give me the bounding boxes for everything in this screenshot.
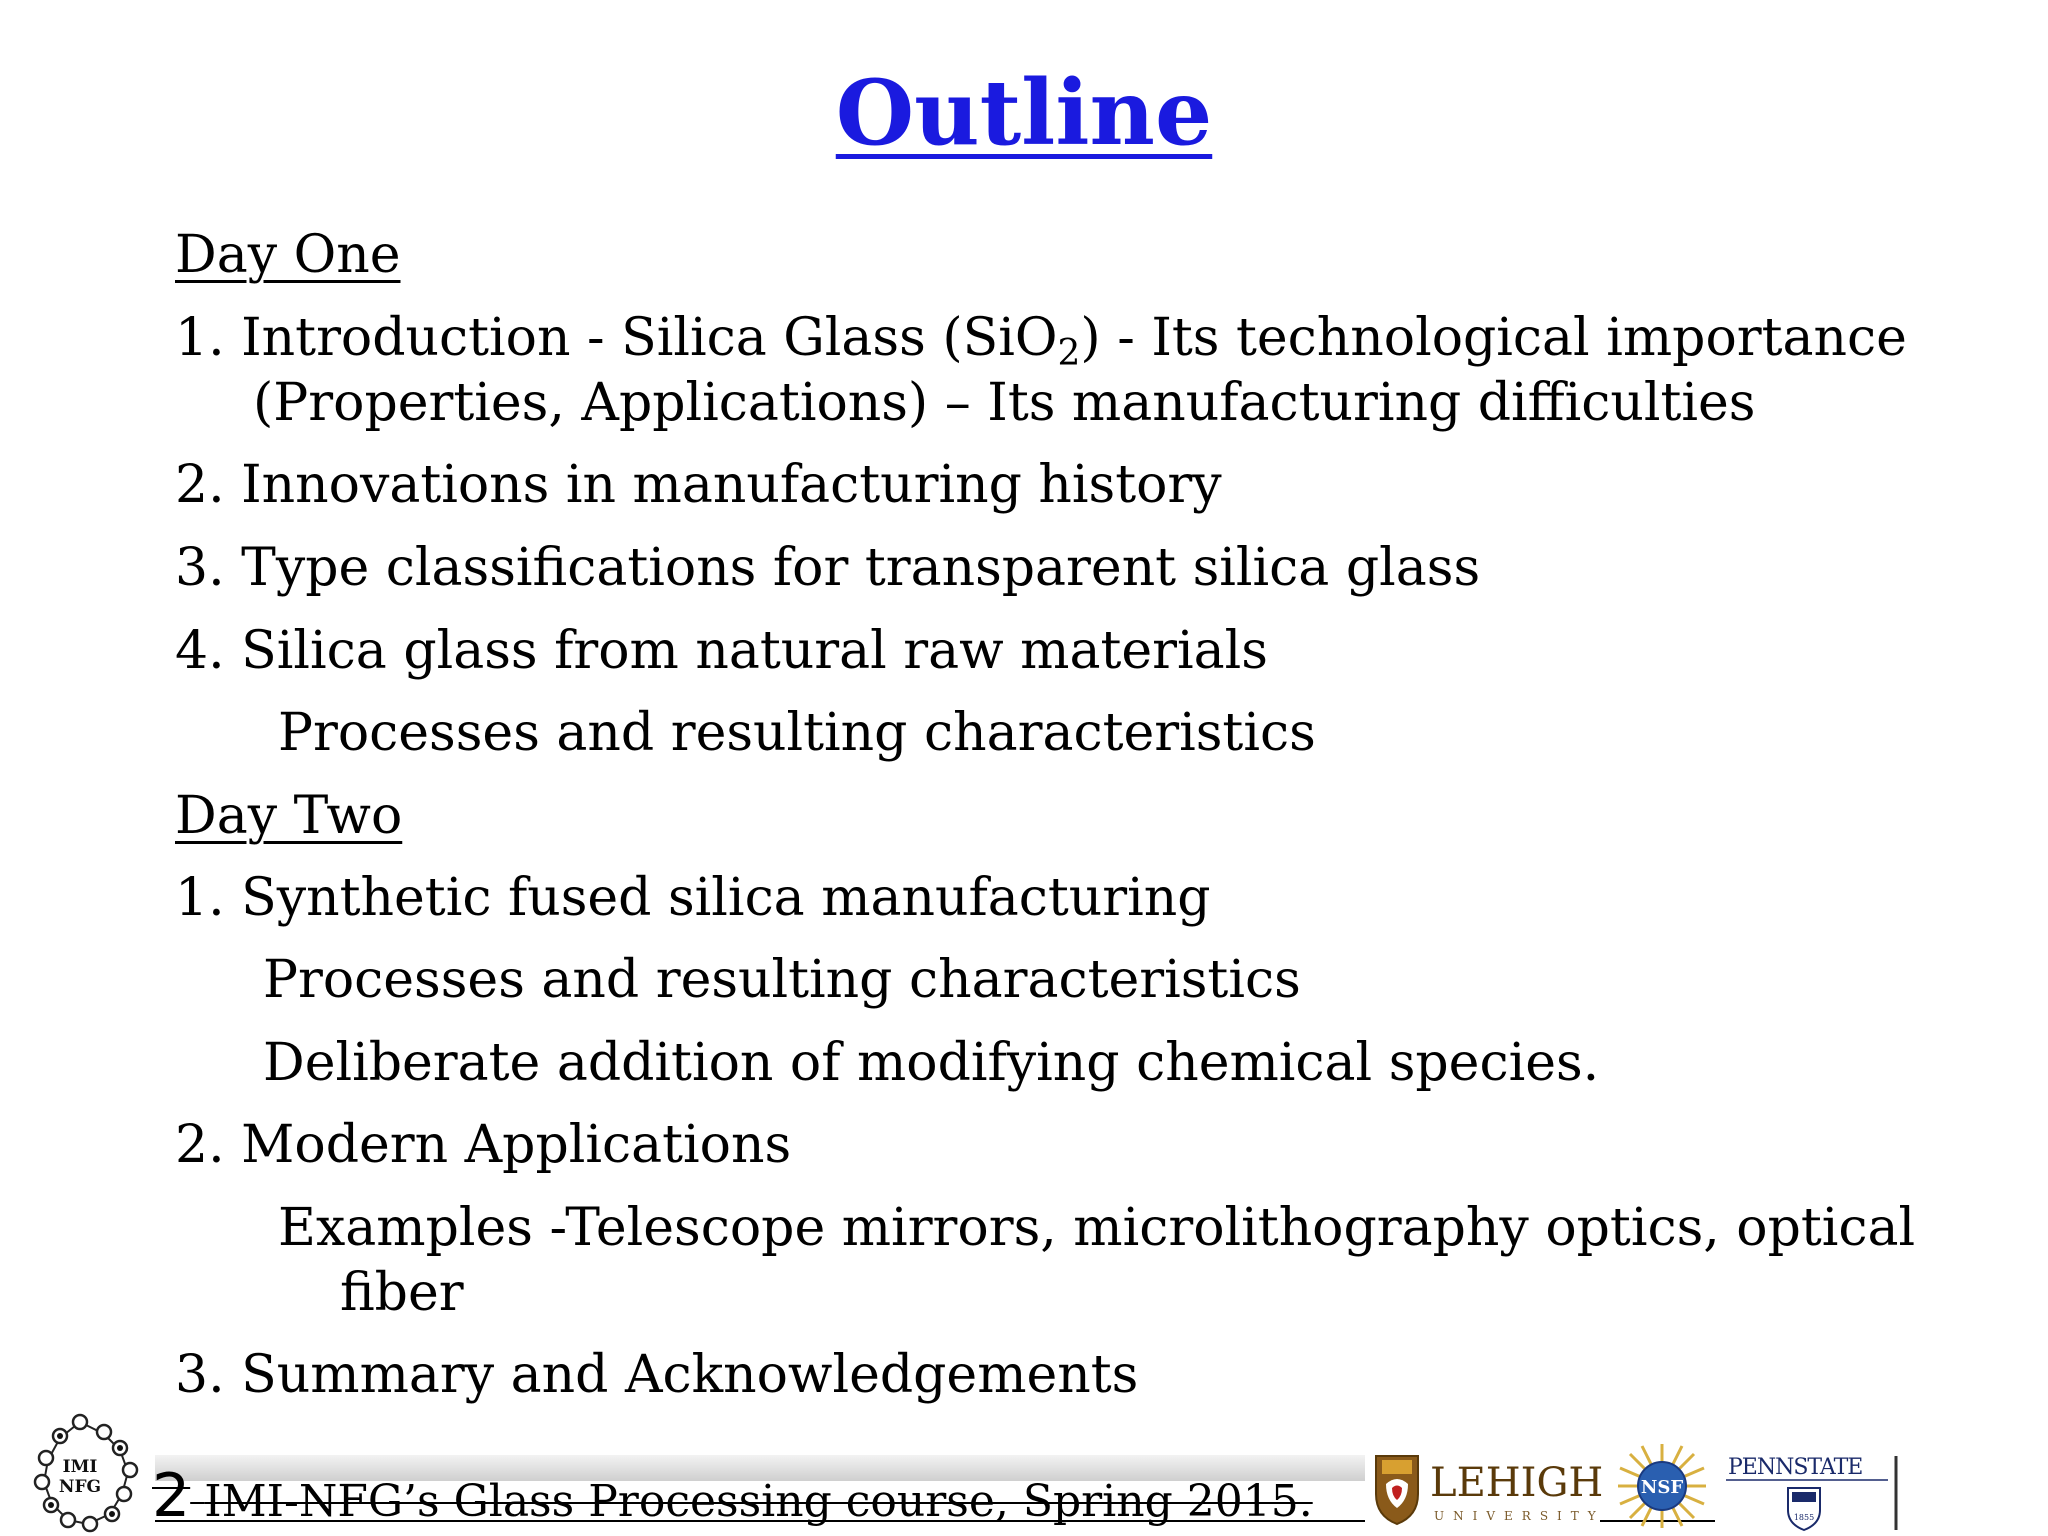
nsf-logo — [1612, 1440, 1712, 1532]
day-one-item-1-suffix: ) - Its technological importance — [1080, 308, 1907, 368]
lehigh-university-logo — [1372, 1450, 1612, 1530]
day-one-item-1-prefix: 1. Introduction - Silica Glass (SiO — [175, 308, 1058, 368]
slide-title: Outline — [835, 60, 1213, 166]
footer-caption — [152, 1461, 1313, 1531]
day-one-item-2: 2. Innovations in manufacturing history — [175, 455, 1222, 515]
imi-logo-text-1: IMI — [62, 1457, 98, 1477]
penn-state-logo — [1718, 1450, 1908, 1534]
day-one-item-3: 3. Type classifications for transparent silica glass — [175, 538, 1481, 598]
day-one-heading: Day One — [175, 225, 401, 285]
day-one-item-1-continued: (Properties, Applications) – Its manufacturing difficulties — [253, 373, 1756, 433]
lehigh-wordmark: LEHIGH — [1430, 1460, 1604, 1506]
day-one-item-1-subscript: 2 — [1057, 333, 1081, 374]
penn-state-year: 1855 — [1793, 1513, 1815, 1522]
footer-course-text: IMI-NFG’s Glass Processing course, Spring 2015. — [204, 1476, 1313, 1527]
penn-state-wordmark: PENNSTATE — [1728, 1455, 1863, 1480]
slide-number: 2 — [152, 1461, 191, 1531]
lehigh-subtitle: UNIVERSITY — [1434, 1509, 1605, 1523]
day-two-heading: Day Two — [175, 786, 403, 846]
day-two-item-2-detail: Examples -Telescope mirrors, microlithography optics, optical — [278, 1198, 1916, 1258]
day-one-item-4-detail: Processes and resulting characteristics — [278, 703, 1316, 763]
day-one-item-1 — [175, 305, 1907, 374]
day-two-item-3: 3. Summary and Acknowledgements — [175, 1345, 1139, 1405]
day-two-item-2: 2. Modern Applications — [175, 1115, 792, 1175]
day-two-item-1-detail-2: Deliberate addition of modifying chemical species. — [263, 1033, 1600, 1093]
imi-nfg-logo — [18, 1410, 143, 1535]
imi-logo-text-2: NFG — [58, 1477, 102, 1497]
day-two-item-2-detail-continued: fiber — [340, 1263, 464, 1323]
day-two-item-1: 1. Synthetic fused silica manufacturing — [175, 868, 1211, 928]
day-two-item-1-detail-1: Processes and resulting characteristics — [263, 950, 1301, 1010]
day-one-item-4: 4. Silica glass from natural raw materials — [175, 621, 1268, 681]
nsf-logo-text: NSF — [1640, 1477, 1684, 1498]
